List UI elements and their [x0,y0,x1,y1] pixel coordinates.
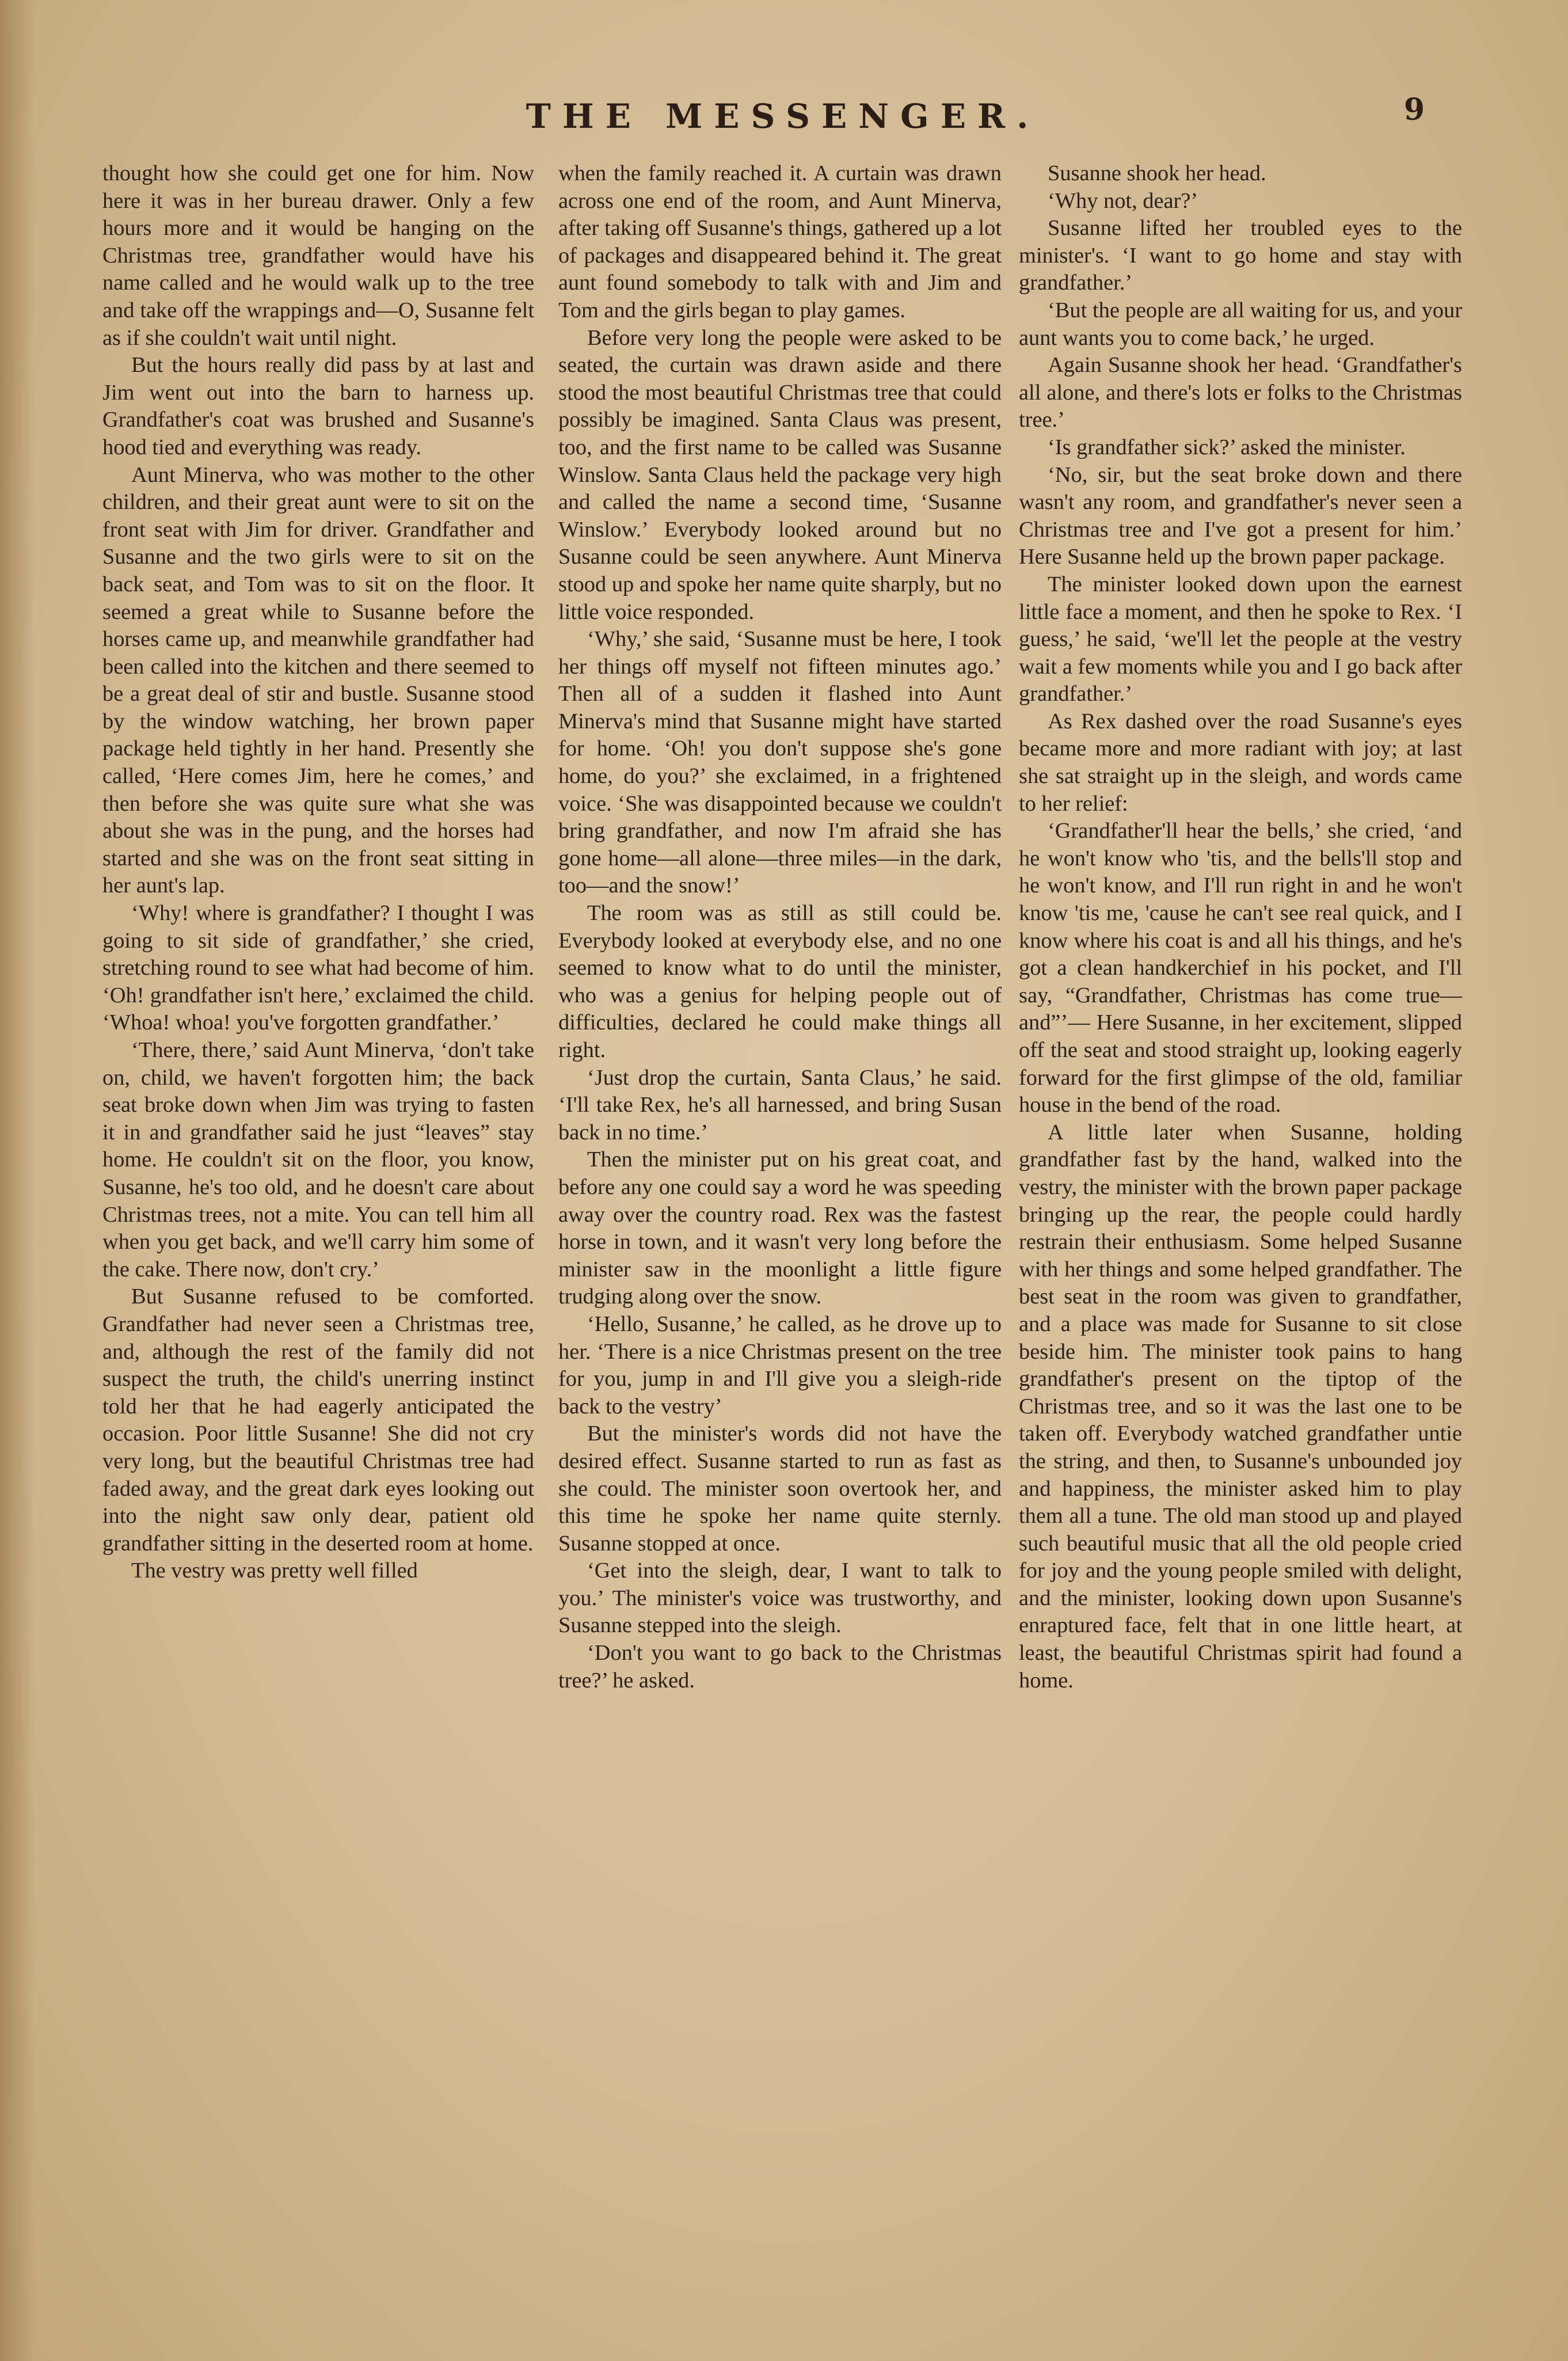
paragraph: Before very long the people were asked to be seated, the curtain was drawn aside and there stood the most beautiful Christmas tree that could possibly be imagined. Santa Claus was present, too, and the first name to be called was Susanne Winslow. Santa Claus held the package very high and called the name a second time, ‘Susanne Winslow.’ Everybody looked around but no Susanne could be seen anywhere. Aunt Minerva stood up and spoke her name quite sharply, but no little voice responded. [558,325,1002,624]
paragraph: But Susanne refused to be comforted. Grandfather had never seen a Christmas tree, and, although the rest of the family did not suspect the truth, the child's unerring instinct told her that he had eagerly anticipated the occasion. Poor little Susanne! She did not cry very long, but the beautiful Christmas tree had faded away, and the great dark eyes looking out into the night saw only dear, patient old grandfather sitting in the deserted room at home. [102,1284,534,1556]
paragraph: As Rex dashed over the road Susanne's eyes became more and more radiant with joy; at last she sat straight up in the sleigh, and words came to her relief: [1019,709,1462,816]
paragraph: The minister looked down upon the earnest little face a moment, and then he spoke to Rex. ‘I guess,’ he said, ‘we'll let the people at the vestry wait a few moments while you and I go back after grandfather.’ [1019,572,1462,706]
paragraph: Susanne lifted her troubled eyes to the minister's. ‘I want to go home and stay with grandfather.’ [1019,216,1462,295]
paragraph: ‘Why,’ she said, ‘Susanne must be here, I took her things off myself not fifteen minutes ago.’ Then all of a sudden it flashed into Aunt Minerva's mind that Susanne might have started for home. ‘Oh! you don't suppose she's gone home, do you?’ she exclaimed, in a frightened voice. ‘She was disappointed because we couldn't bring grandfather, and now I'm afraid she has gone home—all alone—three miles—in the dark, too—and the snow!’ [558,627,1002,898]
paragraph: ‘Is grandfather sick?’ asked the minister. [1048,435,1406,459]
paragraph: ‘There, there,’ said Aunt Minerva, ‘don't take on, child, we haven't forgotten him; the back seat broke down when Jim was trying to fasten it in and grandfather said he just “leaves” stay home. He couldn't sit on the floor, you know, Susanne, he's too old, and he doesn't care about Christmas trees, not a mite. You can tell him all when you get back, and we'll carry him some of the cake. There now, don't cry.’ [102,1038,534,1282]
page-edge-shadow [0,0,35,2361]
column-1 [102,160,534,2279]
paragraph: when the family reached it. A curtain was drawn across one end of the room, and Aunt Minerva, after taking off Susanne's things, gathered up a lot of packages and disappeared behind it. The great aunt found somebody to talk with and Jim and Tom and the girls began to play games. [558,161,1002,322]
paragraph: Aunt Minerva, who was mother to the other children, and their great aunt were to sit on the front seat with Jim for driver. Grandfather and Susanne and the two girls were to sit on the back seat, and Tom was to sit on the floor. It seemed a great while to Susanne before the horses came up, and meanwhile grandfather had been called into the kitchen and there seemed to be a great deal of stir and bustle. Susanne stood by the window watching, her brown paper package held tightly in her hand. Presently she called, ‘Here comes Jim, here he comes,’ and then before she was quite sure what she was about she was in the pung, and the horses had started and she was on the front seat sitting in her aunt's lap. [102,462,534,898]
paragraph: Susanne shook her head. [1048,161,1266,185]
publication-title: THE MESSENGER. [526,97,1040,136]
paragraph: ‘Why not, dear?’ [1048,188,1198,213]
column-3 [1019,160,1462,2279]
page-number: 9 [1403,92,1425,127]
paragraph: But the minister's words did not have the desired effect. Susanne started to run as fast as she could. The minister soon overtook her, and this time he spoke her name quite sternly. Susanne stopped at once. [558,1421,1002,1556]
paragraph: ‘Just drop the curtain, Santa Claus,’ he said. ‘I'll take Rex, he's all harnessed, and bring Susan back in no time.’ [558,1065,1002,1145]
paragraph: The vestry was pretty well filled [131,1558,418,1583]
paragraph: Again Susanne shook her head. ‘Grandfather's all alone, and there's lots er folks to the Christmas tree.’ [1019,353,1462,432]
paragraph: The room was as still as still could be. Everybody looked at everybody else, and no one seemed to know what to do until the minister, who was a genius for helping people out of difficulties, declared he could make things all right. [558,901,1002,1062]
paragraph: ‘Grandfather'll hear the bells,’ she cried, ‘and he won't know who 'tis, and the bells'll stop and he won't know, and I'll run right in and he won't know 'tis me, 'cause he can't see real quick, and I know where his coat is and all his things, and he's got a clean handkerchief in his pocket, and I'll say, “Grandfather, Christmas has come true—and”’— Here Susanne, in her excitement, slipped off the seat and stood straight up, looking eagerly forward for the first glimpse of the old, familiar house in the bend of the road. [1019,819,1462,1117]
paragraph: But the hours really did pass by at last and Jim went out into the barn to harness up. Grandfather's coat was brushed and Susanne's hood tied and everything was ready. [102,353,534,459]
paragraph: ‘Get into the sleigh, dear, I want to talk to you.’ The minister's voice was trustworthy, and Susanne stepped into the sleigh. [558,1558,1002,1638]
paragraph: Then the minister put on his great coat, and before any one could say a word he was speeding away over the country road. Rex was the fastest horse in town, and it wasn't very long before the minister saw in the moonlight a little figure trudging along over the snow. [558,1147,1002,1309]
paragraph: ‘Why! where is grandfather? I thought I was going to sit side of grandfather,’ she cried, stretching round to see what had become of him. ‘Oh! grandfather isn't here,’ exclaimed the child. ‘Whoa! whoa! you've forgotten grandfather.’ [102,901,534,1035]
paragraph: ‘Hello, Susanne,’ he called, as he drove up to her. ‘There is a nice Christmas present on the tree for you, jump in and I'll give you a sleigh-ride back to the vestry’ [558,1311,1002,1419]
paragraph: thought how she could get one for him. Now here it was in her bureau drawer. Only a few hours more and it would be hanging on the Christmas tree, grandfather would have his name called and he would walk up to the tree and take off the wrappings and—O, Susanne felt as if she couldn't wait until night. [102,161,534,350]
paragraph: A little later when Susanne, holding grandfather fast by the hand, walked into the vestry, the minister with the brown paper package bringing up the rear, the people could hardly restrain their enthusiasm. Some helped Susanne with her things and some helped grandfather. The best seat in the room was given to grandfather, and a place was made for Susanne to sit close beside him. The minister took pains to hang grandfather's present on the tiptop of the Christmas tree, and so it was the last one to be taken off. Everybody watched grandfather untie the string, and then, to Susanne's unbounded joy and happiness, the minister asked him to play them all a tune. The old man stood up and played such beautiful music that all the old people cried for joy and the young people smiled with delight, and the minister, looking down upon Susanne's enraptured face, felt that in one little heart, at least, the beautiful Christmas spirit had found a home. [1019,1120,1462,1693]
paragraph: ‘But the people are all waiting for us, and your aunt wants you to come back,’ he urged. [1019,298,1462,350]
paragraph: ‘No, sir, but the seat broke down and there wasn't any room, and grandfather's never seen a Christmas tree and I've got a present for him.’ Here Susanne held up the brown paper package. [1019,462,1462,569]
paragraph: ‘Don't you want to go back to the Christmas tree?’ he asked. [558,1641,1002,1693]
column-2 [558,160,1002,2279]
masthead [460,97,1105,137]
